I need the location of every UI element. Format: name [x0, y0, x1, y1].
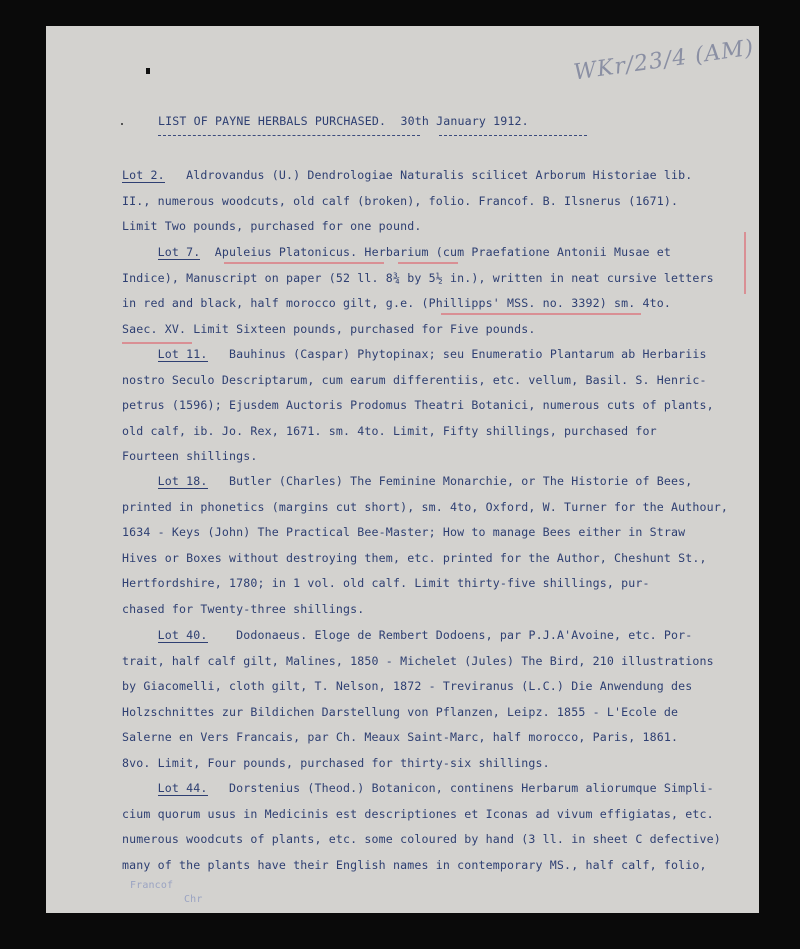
entry-line: in red and black, half morocco gilt, g.e. (Phillipps' MSS. no. 3392) sm. 4to. [122, 296, 672, 311]
lot-number: Lot 11. [157, 347, 208, 361]
entry-line: Holzschnittes zur Bildichen Darstellung von Pflanzen, Leipz. 1855 - L'Ecole de [122, 704, 679, 719]
entry-line: Saec. XV. Limit Sixteen pounds, purchased for Five pounds. [122, 321, 536, 336]
entry-lot-40 [122, 623, 759, 777]
ink-speck [121, 123, 123, 125]
entry-line: Dorstenius (Theod.) Botanicon, continens Herbarum aliorumque Simpli- [228, 781, 714, 795]
entry-line: Apuleius Platonicus. Herbarium (cum Praefatione Antonii Musae et [214, 245, 672, 259]
entry-line: printed in phonetics (margins cut short), sm. 4to, Oxford, W. Turner for the Authour, [122, 499, 729, 514]
entry-line: 8vo. Limit, Four pounds, purchased for thirty-six shillings. [122, 755, 550, 770]
entry-line: numerous woodcuts of plants, etc. some coloured by hand (3 ll. in sheet C defective) [122, 832, 721, 847]
entry-line: Hertfordshire, 1780; in 1 vol. old calf. Limit thirty-five shillings, pur- [122, 576, 650, 591]
document-date: 30th January 1912. [400, 114, 529, 128]
faded-footer-text [130, 879, 759, 907]
red-margin-line [744, 232, 746, 294]
entry-line: Bauhinus (Caspar) Phytopinax; seu Enumeratio Plantarum ab Herbariis [228, 347, 707, 361]
entry-line: 1634 - Keys (John) The Practical Bee-Master; How to manage Bees either in Straw [122, 525, 686, 540]
entry-lot-2 [122, 163, 759, 240]
title-underline [158, 135, 420, 136]
entry-line: Butler (Charles) The Feminine Monarchie, or The Historie of Bees, [228, 474, 693, 488]
entry-line: trait, half calf gilt, Malines, 1850 - Michelet (Jules) The Bird, 210 illustrations [122, 653, 714, 668]
entry-line: chased for Twenty-three shillings. [122, 601, 365, 616]
lot-number: Lot 18. [157, 474, 208, 488]
entry-line: Salerne en Vers Francais, par Ch. Meaux Saint-Marc, half morocco, Paris, 1861. [122, 730, 679, 745]
entry-lot-18 [122, 469, 759, 623]
entry-lot-7 [122, 240, 759, 342]
faded-line: Francof [130, 880, 174, 891]
entry-line: Dodonaeus. Eloge de Rembert Dodoens, par P.J.A'Avoine, etc. Por- [236, 628, 693, 642]
entry-line: nostro Seculo Descriptarum, cum earum differentiis, etc. vellum, Basil. S. Henric- [122, 372, 707, 387]
entry-line: Indice), Manuscript on paper (52 ll. 8¾ by 5½ in.), written in neat cursive letters [122, 270, 714, 285]
entry-line: Aldrovandus (U.) Dendrologiae Naturalis scilicet Arborum Historiae lib. [186, 168, 693, 182]
date-underline [439, 135, 587, 136]
lot-number: Lot 7. [157, 245, 201, 259]
entry-line: many of the plants have their English names in contemporary MS., half calf, folio, [122, 857, 707, 872]
entry-line: Limit Two pounds, purchased for one pound. [122, 219, 422, 234]
lot-number: Lot 40. [157, 628, 208, 642]
lot-number: Lot 44. [157, 781, 208, 795]
entry-lot-44 [122, 776, 759, 878]
title-line [158, 109, 759, 135]
red-underline [224, 262, 384, 264]
ink-speck [146, 68, 150, 74]
entry-line: Hives or Boxes without destroying them, etc. printed for the Author, Cheshunt St., [122, 550, 707, 565]
lot-number: Lot 2. [122, 168, 165, 182]
entry-lot-11 [122, 342, 759, 470]
document-page [46, 26, 759, 913]
entry-line: by Giacomelli, cloth gilt, T. Nelson, 1872 - Treviranus (L.C.) Die Anwendung des [122, 679, 693, 694]
entry-line: II., numerous woodcuts, old calf (broken), folio. Francof. B. Ilsnerus (1671). [122, 193, 679, 208]
entry-line: cium quorum usus in Medicinis est descriptiones et Iconas ad vivum effigiatas, etc. [122, 806, 714, 821]
entry-line: petrus (1596); Ejusdem Auctoris Prodomus Theatri Botanici, numerous cuts of plants, [122, 398, 714, 413]
red-underline [398, 262, 458, 264]
red-underline [441, 313, 641, 315]
document-title: LIST OF PAYNE HERBALS PURCHASED. [158, 114, 387, 128]
entry-line: old calf, ib. Jo. Rex, 1671. sm. 4to. Limit, Fifty shillings, purchased for [122, 423, 657, 438]
entry-line: Fourteen shillings. [122, 449, 258, 464]
faded-line: Chr [184, 894, 203, 905]
handwritten-reference: WKr/23/4 (AM) [572, 35, 756, 86]
